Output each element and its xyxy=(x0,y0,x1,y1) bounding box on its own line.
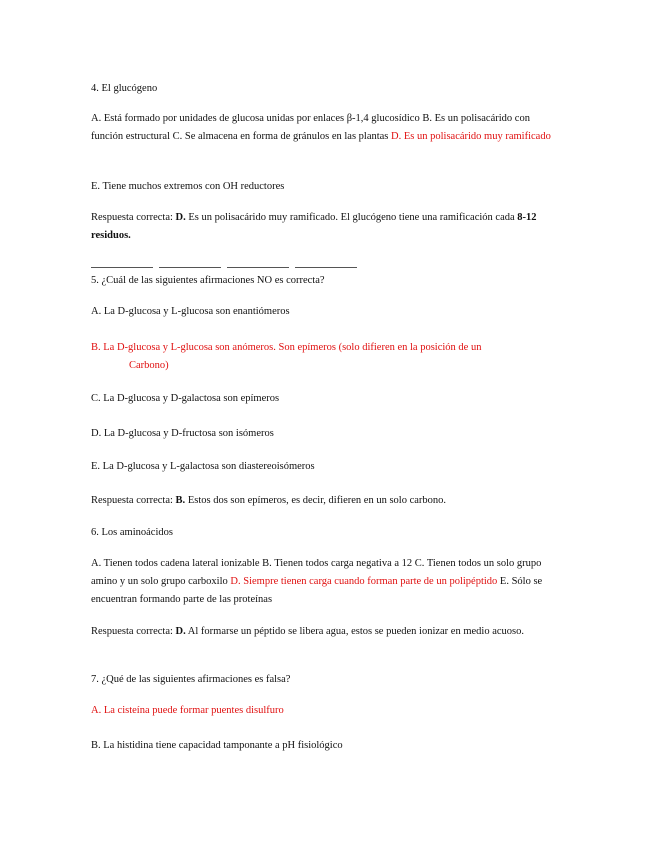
q5-title: 5. ¿Cuál de las siguientes afirmaciones NO es correcta? xyxy=(91,275,325,286)
q4-answer-prefix: Respuesta correcta: xyxy=(91,212,176,223)
q6-answer-text: Al formarse un péptido se libera agua, estos se pueden ionizar en medio acuoso. xyxy=(185,626,524,637)
q5-option-d: D. La D-glucosa y D-fructosa son isómeros xyxy=(91,428,274,439)
q5-option-b xyxy=(91,339,561,375)
q5-option-b-line2: Carbono) xyxy=(129,360,169,371)
q5-option-b-line1: B. La D-glucosa y L-glucosa son anómeros. Son epímeros (solo difieren en la posición de un xyxy=(91,342,482,353)
q4-option-e: E. Tiene muchos extremos con OH reductores xyxy=(91,181,285,192)
q6-answer xyxy=(91,623,561,641)
q4-options-abc: A. Está formado por unidades de glucosa unidas por enlaces β-1,4 glucosídico B. Es un polisacárido con función estructural C. Se almacena en forma de gránulos en las plantas xyxy=(91,113,530,142)
q7-option-b: B. La histidina tiene capacidad tamponante a pH fisiológico xyxy=(91,740,343,751)
q4-answer xyxy=(91,209,561,245)
q4-answer-letter: D. xyxy=(175,212,186,223)
q6-answer-prefix: Respuesta correcta: xyxy=(91,626,176,637)
q4-answer-text: Es un polisacárido muy ramificado. El glucógeno tiene una ramificación cada xyxy=(185,212,518,223)
q6-answer-letter: D. xyxy=(175,626,186,637)
q7-title: 7. ¿Qué de las siguientes afirmaciones es falsa? xyxy=(91,674,291,685)
q6-option-e: E. Sólo se encuentran formando parte de las proteínas xyxy=(91,576,543,605)
q6-option-d: D. Siempre tienen carga cuando forman parte de un polipéptido xyxy=(230,576,498,587)
q5-answer-letter: B. xyxy=(175,495,186,506)
q4-title: 4. El glucógeno xyxy=(91,83,158,94)
separator-line xyxy=(91,267,357,268)
q5-answer-text: Estos dos son epímeros, es decir, difieren en un solo carbono. xyxy=(185,495,447,506)
q7-option-a: A. La cisteína puede formar puentes disulfuro xyxy=(91,705,284,716)
q6-options xyxy=(91,555,561,609)
q6-options-abc: A. Tienen todos cadena lateral ionizable B. Tienen todos carga negativa a 12 C. Tienen todos un solo grupo amino y un solo grupo carboxilo xyxy=(91,558,542,587)
q4-options xyxy=(91,110,561,146)
q4-option-d: D. Es un polisacárido muy ramificado xyxy=(391,131,551,142)
q5-option-a: A. La D-glucosa y L-glucosa son enantiómeros xyxy=(91,306,290,317)
q5-option-c: C. La D-glucosa y D-galactosa son epímeros xyxy=(91,393,280,404)
q5-answer xyxy=(91,492,561,510)
q5-answer-prefix: Respuesta correcta: xyxy=(91,495,176,506)
q5-option-e: E. La D-glucosa y L-galactosa son diastereoisómeros xyxy=(91,461,315,472)
q6-title: 6. Los aminoácidos xyxy=(91,527,173,538)
q4-answer-bold: 8-12 residuos. xyxy=(91,212,537,241)
